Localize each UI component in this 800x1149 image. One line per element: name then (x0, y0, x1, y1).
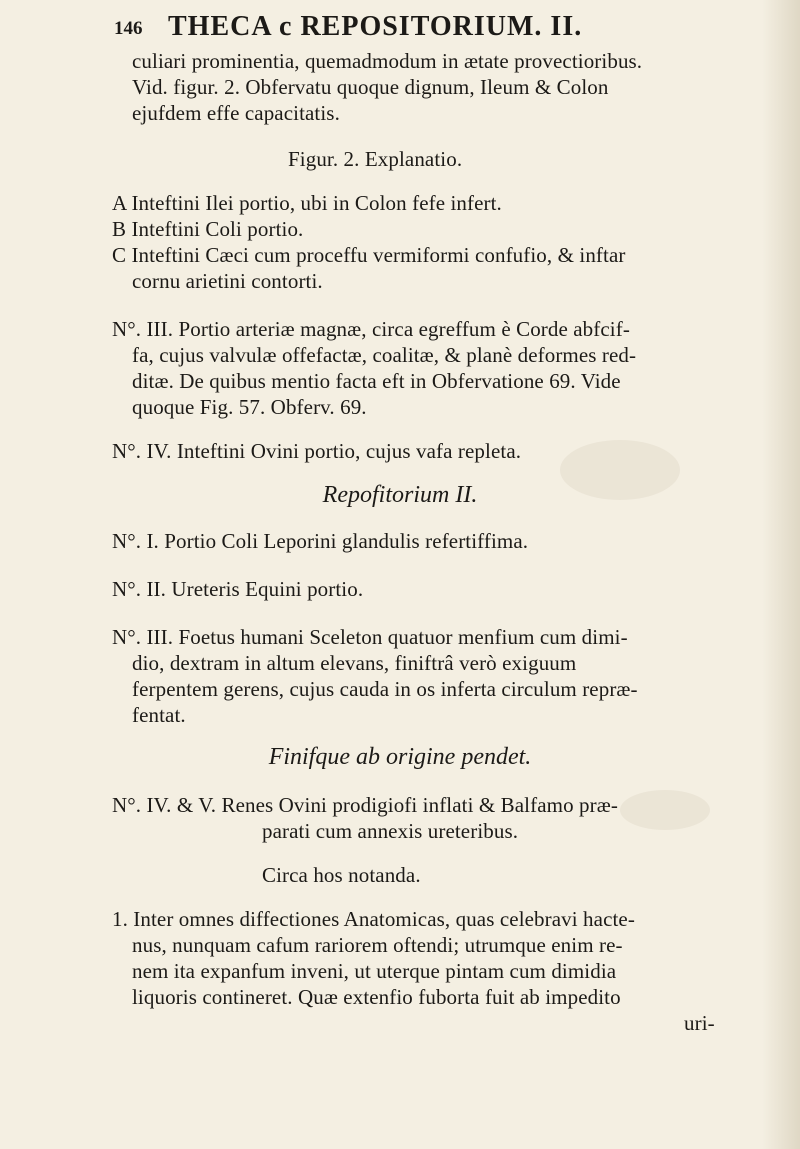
figure-heading: Figur. 2. Explanatio. (288, 147, 463, 171)
running-title: THECA c REPOSITORIUM. II. (168, 11, 583, 42)
motto: Finifque ab origine pendet. (268, 744, 532, 770)
page-number: 146 (114, 18, 143, 39)
intro-line: culiari prominentia, quemadmodum in ætate provectioribus. (132, 49, 643, 73)
rep-entry-no3-line: dio, dextram in altum elevans, finiftrâ verò exiguum (132, 651, 577, 675)
entry-no3-line: quoque Fig. 57. Obferv. 69. (132, 395, 367, 419)
notanda-line: nem ita expanfum inveni, ut uterque pintam cum dimidia (132, 959, 617, 983)
rep-entry-no3-line: N°. III. Foetus humani Sceleton quatuor menfium cum dimi- (112, 625, 628, 649)
intro-line: ejufdem effe capacitatis. (132, 101, 340, 125)
notanda-line: liquoris contineret. Quæ extenfio fuborta fuit ab impedito (132, 985, 621, 1009)
rep-entry-no1: N°. I. Portio Coli Leporini glandulis refertiffima. (112, 529, 529, 553)
figure-item-c: C Inteftini Cæci cum proceffu vermiformi confufio, & inftar (112, 243, 626, 267)
entry-no3-line: N°. III. Portio arteriæ magnæ, circa egreffum è Corde abfcif- (112, 317, 630, 341)
repositorium-heading: Repofitorium II. (322, 482, 478, 508)
entry-no4: N°. IV. Inteftini Ovini portio, cujus vafa repleta. (112, 439, 522, 463)
entry-no3-line: fa, cujus valvulæ offefactæ, coalitæ, & planè deformes red- (132, 343, 637, 367)
notanda-line: 1. Inter omnes diffectiones Anatomicas, quas celebravi hacte- (112, 907, 635, 931)
notanda-line: nus, nunquam cafum rariorem oftendi; utrumque enim re- (132, 933, 623, 957)
figure-item-c-cont: cornu arietini contorti. (132, 269, 323, 293)
catchword: uri- (684, 1011, 715, 1035)
rep-entry-no3-line: ferpentem gerens, cujus cauda in os inferta circulum repræ- (132, 677, 638, 701)
figure-item-b: B Inteftini Coli portio. (112, 217, 304, 241)
figure-item-a: A Inteftini Ilei portio, ubi in Colon fefe infert. (112, 191, 502, 215)
rep-entry-no45-line: parati cum annexis ureteribus. (262, 819, 519, 843)
notanda-heading: Circa hos notanda. (262, 863, 421, 887)
paper-stain (620, 790, 710, 830)
entry-no3-line: ditæ. De quibus mentio facta eft in Obfervatione 69. Vide (132, 369, 621, 393)
rep-entry-no3-line: fentat. (132, 703, 186, 727)
rep-entry-no45-line: N°. IV. & V. Renes Ovini prodigiofi inflati & Balfamo præ- (112, 793, 618, 817)
page-edge-shadow (762, 0, 800, 1149)
intro-line: Vid. figur. 2. Obfervatu quoque dignum, Ileum & Colon (132, 75, 609, 99)
rep-entry-no2: N°. II. Ureteris Equini portio. (112, 577, 364, 601)
